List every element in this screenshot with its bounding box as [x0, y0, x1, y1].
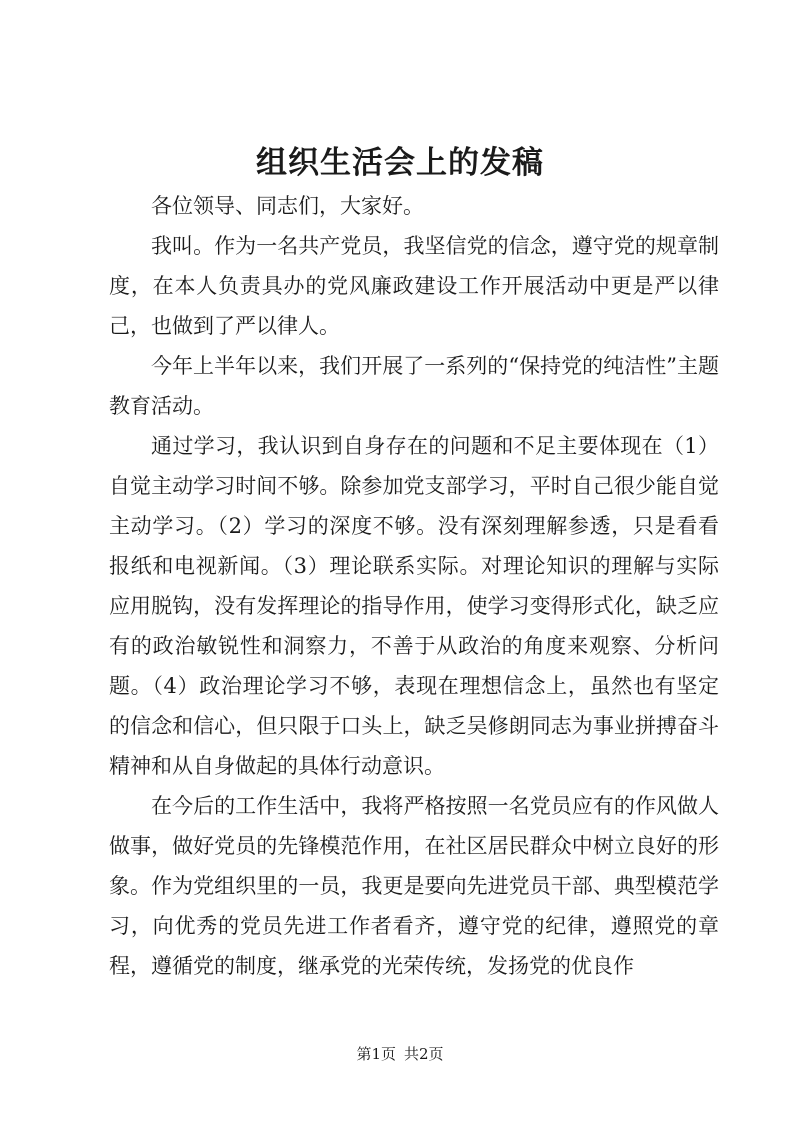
paragraph-shortcomings: 通过学习，我认识到自身存在的问题和不足主要体现在（1）自觉主动学习时间不够。除参加党支部学习，平时自己很少能自觉主动学习。（2）学习的深度不够。没有深刻理解参透，只是看看报纸和电视新闻。（3）理论联系实际。对理论知识的理解与实际应用脱钩，没有发挥理论的指导作用，使学习变得形式化，缺乏应有的政治敏锐性和洞察力，不善于从政治的角度来观察、分析问题。（4）政治理论学习不够，表现在理想信念上，虽然也有坚定的信念和信心，但只限于口头上，缺乏吴修朗同志为事业拼搏奋斗精神和从自身做起的具体行动意识。	[109, 434, 719, 778]
page-number-current: 第1页	[356, 1045, 396, 1063]
page-number-total: 共2页	[404, 1045, 444, 1063]
paragraph-greeting: 各位领导、同志们，大家好。	[151, 194, 424, 218]
document-title: 组织生活会上的发稿	[256, 145, 544, 181]
page-footer	[0, 1044, 800, 1064]
paragraph-introduction: 我叫。作为一名共产党员，我坚信党的信念，遵守党的规章制度，在本人负责具办的党风廉政建设工作开展活动中更是严以律己，也做到了严以律人。	[109, 234, 719, 338]
document-body	[109, 186, 719, 986]
paragraph-activity: 今年上半年以来，我们开展了一系列的“保持党的纯洁性”主题教育活动。	[109, 354, 719, 418]
paragraph-future-plan: 在今后的工作生活中，我将严格按照一名党员应有的作风做人做事，做好党员的先锋模范作用，在社区居民群众中树立良好的形象。作为党组织里的一员，我更是要向先进党员干部、典型模范学习，向优秀的党员先进工作者看齐，遵守党的纪律，遵照党的章程，遵循党的制度，继承党的光荣传统，发扬党的优良作	[109, 794, 719, 978]
